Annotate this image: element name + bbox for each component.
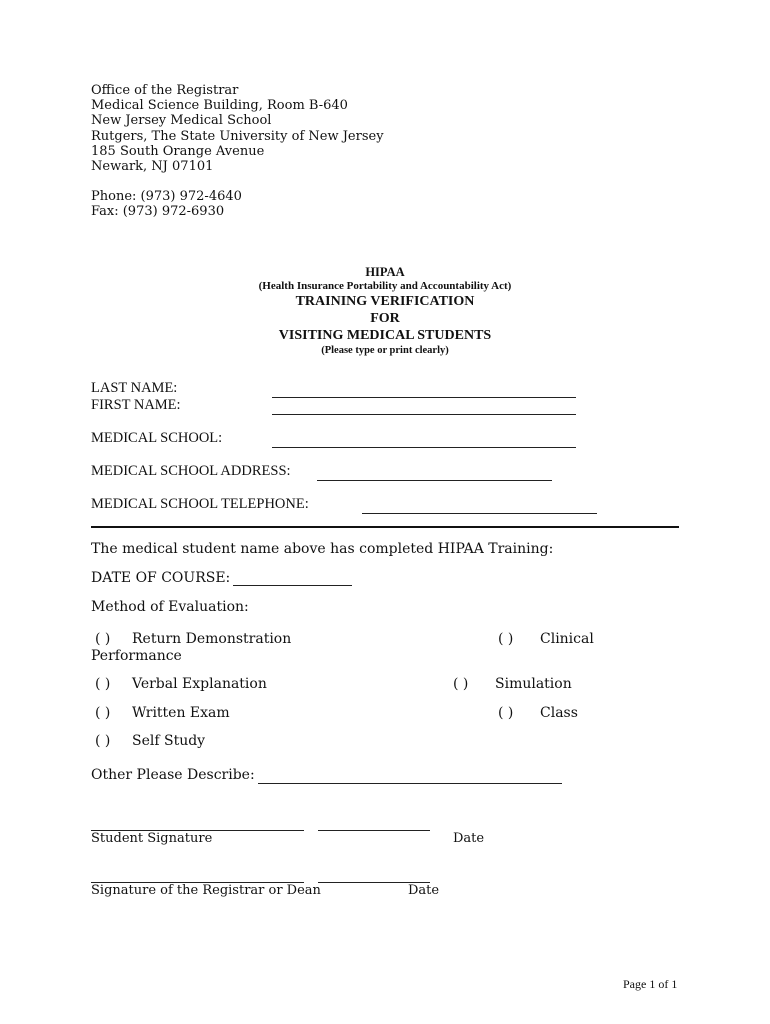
checkbox-clinical[interactable]: ( ): [498, 631, 514, 647]
student-date-line[interactable]: [318, 830, 430, 831]
form-title-visiting: VISITING MEDICAL STUDENTS: [278, 328, 492, 343]
option-return-demonstration: Return Demonstration: [132, 631, 292, 647]
address-line: Newark, NJ 07101: [91, 158, 214, 174]
student-date-label: Date: [453, 831, 485, 846]
registrar-date-label: Date: [408, 883, 440, 898]
option-simulation: Simulation: [495, 676, 572, 692]
form-instructions: (Please type or print clearly): [321, 345, 449, 356]
student-signature-label: Student Signature: [91, 831, 213, 846]
registrar-signature-label: Signature of the Registrar or Dean: [91, 883, 321, 898]
medical-school-label: MEDICAL SCHOOL:: [91, 430, 223, 446]
date-of-course-field[interactable]: [233, 585, 352, 586]
other-describe-label: Other Please Describe:: [91, 767, 255, 783]
checkbox-class[interactable]: ( ): [498, 705, 514, 721]
address-line: New Jersey Medical School: [91, 113, 272, 129]
phone-number: Phone: (973) 972-4640: [91, 189, 242, 204]
checkbox-return-demonstration[interactable]: ( ): [95, 631, 111, 647]
address-line: 185 South Orange Avenue: [91, 143, 265, 159]
form-title-hipaa: HIPAA: [365, 265, 405, 279]
address-line: Office of the Registrar: [91, 83, 239, 98]
checkbox-verbal-explanation[interactable]: ( ): [95, 676, 111, 692]
option-clinical-performance: Performance: [91, 648, 182, 664]
completion-statement: The medical student name above has completed HIPAA Training:: [91, 541, 554, 557]
medical-school-telephone-label: MEDICAL SCHOOL TELEPHONE:: [91, 496, 309, 512]
fax-number: Fax: (973) 972-6930: [91, 204, 225, 220]
option-clinical: Clinical: [540, 631, 594, 647]
page-number: Page 1 of 1: [623, 977, 678, 991]
medical-school-telephone-field[interactable]: [362, 513, 597, 514]
date-of-course-label: DATE OF COURSE:: [91, 570, 231, 586]
first-name-label: FIRST NAME:: [91, 397, 181, 413]
checkbox-self-study[interactable]: ( ): [95, 733, 111, 749]
address-line: Medical Science Building, Room B-640: [91, 98, 348, 114]
medical-school-field[interactable]: [272, 447, 576, 448]
option-verbal-explanation: Verbal Explanation: [132, 676, 267, 692]
medical-school-address-field[interactable]: [317, 480, 552, 481]
last-name-label: LAST NAME:: [91, 380, 178, 396]
address-line: Rutgers, The State University of New Jersey: [91, 128, 384, 144]
contact-info: [91, 189, 242, 219]
form-title-acronym: (Health Insurance Portability and Accountability Act): [258, 280, 512, 292]
checkbox-written-exam[interactable]: ( ): [95, 705, 111, 721]
registrar-address: [91, 83, 384, 174]
checkbox-simulation[interactable]: ( ): [453, 676, 469, 692]
option-written-exam: Written Exam: [132, 705, 230, 721]
medical-school-address-label: MEDICAL SCHOOL ADDRESS:: [91, 463, 291, 479]
option-class: Class: [540, 705, 578, 721]
other-describe-field[interactable]: [258, 783, 562, 784]
method-of-evaluation-heading: Method of Evaluation:: [91, 599, 249, 615]
form-title-for: FOR: [370, 311, 400, 326]
option-self-study: Self Study: [132, 733, 206, 749]
form-title-training: TRAINING VERIFICATION: [295, 294, 475, 309]
last-name-field[interactable]: [272, 397, 576, 398]
section-divider: [91, 526, 679, 528]
first-name-field[interactable]: [272, 414, 576, 415]
